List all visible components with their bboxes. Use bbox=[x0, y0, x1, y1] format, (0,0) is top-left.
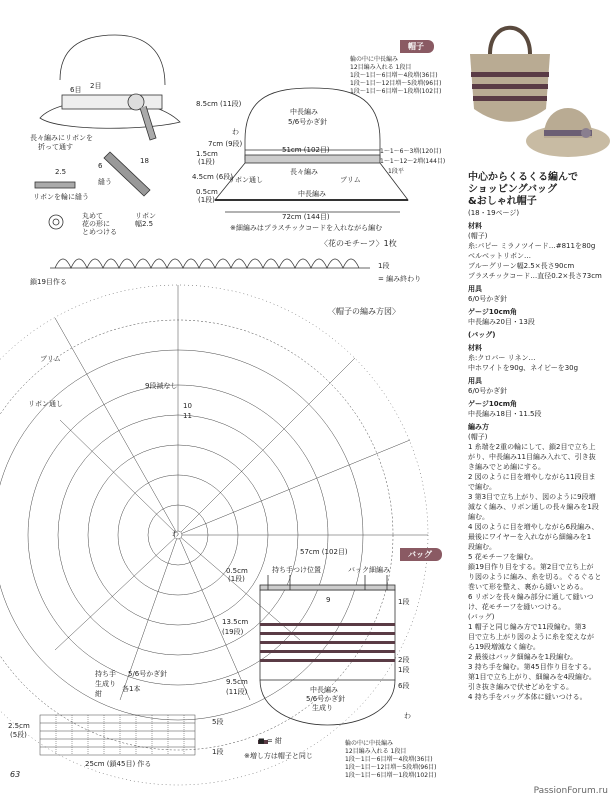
sidebar-title-2: ショッピングバッグ bbox=[468, 184, 557, 195]
sketch-label: 2目 bbox=[90, 82, 102, 90]
hat-dim: (1段) bbox=[198, 158, 215, 166]
sidebar-section-line: 2 最後はバック細編みを1段編む。 bbox=[468, 653, 578, 661]
flower-label: = 編み終わり bbox=[378, 275, 422, 283]
sidebar-section-line: 巻いて形を整え、裏から縫いとめる。 bbox=[468, 583, 588, 591]
bag-legend: ■ = 紺 bbox=[258, 737, 282, 745]
handle-label: 持ち手 bbox=[95, 670, 116, 678]
hat-photo-svg bbox=[524, 86, 612, 166]
hat-method-heading: 〈帽子の編み方図〉 bbox=[328, 307, 400, 316]
flower-label: 1段 bbox=[378, 262, 390, 270]
sidebar-section-heading: 編み方 bbox=[468, 423, 489, 431]
page-number: 63 bbox=[10, 770, 21, 779]
sidebar-section-line: 4 図のように目を増やしながら6段編み、 bbox=[468, 523, 599, 531]
sketch-label: 6目 bbox=[70, 86, 82, 94]
sidebar-sections bbox=[468, 221, 612, 702]
sidebar-section-line: 6/0号かぎ針 bbox=[468, 295, 508, 303]
crown-label: 10 bbox=[183, 402, 192, 410]
sidebar-section-heading: ゲージ10cm角 bbox=[468, 308, 518, 316]
hat-dim: 7cm (9段) bbox=[208, 140, 243, 148]
handle-label: (5段) bbox=[10, 731, 27, 739]
sidebar-section-line: プラスチックコード…直径0.2×長さ73cm bbox=[468, 272, 602, 280]
sidebar-section-line: 第1目で立ち上がり、細編みを4段編む。 bbox=[468, 673, 596, 681]
handle-label: 紺 bbox=[95, 690, 102, 698]
sidebar-section-line: 6/0号かぎ針 bbox=[468, 387, 508, 395]
crown-label: 11 bbox=[183, 412, 192, 420]
flower-label: 鎖19目作る bbox=[30, 278, 67, 286]
handle-label: 各1本 bbox=[122, 685, 141, 693]
bag-dim: (1段) bbox=[228, 575, 245, 583]
flower-motif-heading: 〈花のモチーフ〉1枚 bbox=[320, 239, 397, 248]
bag-note: ※増し方は帽子と同じ bbox=[244, 752, 313, 760]
sidebar-section-line: 最後にワイヤーを入れながら細編みを1 bbox=[468, 533, 592, 541]
sidebar-section-line: ブルーグリーン幅2.5×長さ90cm bbox=[468, 262, 575, 270]
bag-bottom-note: 1段～1目～6目増～1段増(102目) bbox=[345, 772, 437, 779]
hat-band: 51cm (102目) bbox=[282, 146, 330, 154]
sidebar-section-line: 中長編み20目・13段 bbox=[468, 318, 535, 326]
handle-label: 1段 bbox=[212, 748, 224, 756]
bag-top: 9 bbox=[326, 596, 331, 604]
crown-label: ブリム bbox=[40, 355, 61, 363]
sidebar-section-heading: ゲージ10cm角 bbox=[468, 400, 518, 408]
sidebar-section-line: 1 帽子と同じ編み方で11段編む。第3 bbox=[468, 623, 587, 631]
sidebar-section-line: 3 第3目で立ち上がり、図のように9段増 bbox=[468, 493, 596, 501]
hat-top-note: 輪の中に中長編み bbox=[350, 56, 399, 63]
sketch-label: 縫う bbox=[98, 178, 112, 186]
sidebar-section-line: り図のように編み、糸を切る。ぐるぐると bbox=[468, 573, 602, 581]
hat-right: 1～1～6～3増(120目) bbox=[380, 148, 442, 155]
bag-right: 6段 bbox=[398, 682, 410, 690]
hat-sketch-drawing bbox=[40, 35, 180, 140]
bag-right: 1段 bbox=[398, 666, 410, 674]
sketch-label: 丸めて bbox=[82, 212, 103, 220]
handle-label: 5段 bbox=[212, 718, 224, 726]
hat-right: 1～1～12～2増(144目) bbox=[380, 158, 446, 165]
sidebar-title-3: &おしゃれ帽子 bbox=[468, 196, 537, 207]
sidebar-section-line: 6 リボンを長々編み部分に通して縫いつ bbox=[468, 593, 594, 601]
bag-dim: 0.5cm bbox=[226, 567, 248, 575]
sketch-label: 6 bbox=[98, 162, 103, 170]
crown-label: 9段減なし bbox=[145, 382, 178, 390]
hat-top-note: 1段～1目～6目増～1段増(102目) bbox=[350, 88, 442, 95]
sidebar-section-line: 目で立ち上がり図のように糸を変えなが bbox=[468, 633, 594, 641]
bag-width: 57cm (102目) bbox=[300, 548, 348, 556]
sidebar-section-line: (帽子) bbox=[468, 232, 488, 240]
hat-center: 5/6号かぎ針 bbox=[288, 118, 328, 126]
sidebar-section-line: 2 図のように目を増やしながら11段目ま bbox=[468, 473, 596, 481]
hat-bottom: 長々編み bbox=[290, 168, 318, 176]
bag-top: 1段 bbox=[398, 598, 410, 606]
handle-label: 2.5cm bbox=[8, 722, 30, 730]
hat-right: 1段平 bbox=[388, 168, 404, 175]
sketch-label: 幅2.5 bbox=[135, 220, 154, 228]
sidebar-title-1: 中心からくるくる編んで bbox=[468, 172, 578, 183]
bag-top: 持ち手つけ位置 bbox=[272, 566, 321, 574]
sidebar-section-line: 鎖19目作り目をする。第2目で立ち上が bbox=[468, 563, 594, 571]
hat-dim: (1段) bbox=[198, 196, 215, 204]
hat-bottom: リボン通し bbox=[228, 176, 263, 184]
bag-bottom-note: 1段～1目～12目増～5段増(96目) bbox=[345, 764, 437, 771]
hat-top-note: 1段～1目～12目増～5段増(96目) bbox=[350, 80, 442, 87]
hat-bottom: ブリム bbox=[340, 176, 361, 184]
bag-dim: 9.5cm bbox=[226, 678, 248, 686]
sidebar-section-heading: (バッグ) bbox=[468, 331, 496, 339]
sidebar-section-line: 中長編み18目・11.5段 bbox=[468, 410, 542, 418]
bag-bottom-note: 輪の中に中長編み bbox=[345, 740, 394, 747]
sketch-label: 長々編みにリボンを bbox=[30, 134, 93, 142]
watermark: PassionForum.ru bbox=[533, 786, 608, 796]
sidebar-section-line: 1 糸端を2重の輪にして、鎖2目で立ち上 bbox=[468, 443, 596, 451]
bag-w: わ bbox=[404, 712, 411, 720]
sidebar-section-line: (バッグ) bbox=[468, 613, 495, 621]
hat-top-note: 1段～1目～6目増～4段増(36目) bbox=[350, 72, 438, 79]
sidebar-section-heading: 用具 bbox=[468, 377, 482, 385]
hat-top-note: 12目編み入れる 1段目 bbox=[350, 64, 412, 71]
hat-dim: 8.5cm (11段) bbox=[196, 100, 242, 108]
sidebar-subtitle: (18・19ページ) bbox=[468, 209, 520, 217]
sidebar-section-line: け、花モチーフを縫いつける。 bbox=[468, 603, 566, 611]
bag-bottom-note: 12目編み入れる 1段目 bbox=[345, 748, 407, 755]
bag-dim: (11段) bbox=[226, 688, 248, 696]
sidebar-section-line: ベルベットリボン… bbox=[468, 252, 531, 260]
sketch-label: とめつける bbox=[82, 228, 117, 236]
sidebar-section-line: き編みでとめ編にする。 bbox=[468, 463, 545, 471]
sidebar-section-line: 5 花モチーフを編む。 bbox=[468, 553, 538, 561]
hat-dim: 4.5cm (6段) bbox=[192, 173, 233, 181]
hat-bottom: 中長編み bbox=[298, 190, 326, 198]
bag-center: 生成り bbox=[312, 704, 333, 712]
sidebar-section-heading: 材料 bbox=[468, 222, 482, 230]
hat-note: ※細編みはプラスチックコードを入れながら編む bbox=[230, 224, 383, 232]
hat-dim: 1.5cm bbox=[196, 150, 218, 158]
sketch-label: リボン bbox=[135, 212, 156, 220]
crown-crochet-chart bbox=[0, 285, 428, 785]
handle-label: 5/6号かぎ針 bbox=[128, 670, 168, 678]
sidebar-section-line: 中ホワイトを90g、ネイビーを30g bbox=[468, 364, 579, 372]
hat-center: 中長編み bbox=[290, 108, 318, 116]
sidebar-section-line: がり、中長編み11目編み入れて、引き抜 bbox=[468, 453, 596, 461]
crown-label: リボン通し bbox=[28, 400, 63, 408]
sketch-label: 2.5 bbox=[55, 168, 67, 176]
bag-dim: (19段) bbox=[222, 628, 244, 636]
flower-motif-drawing bbox=[50, 259, 370, 268]
sidebar-section-line: で編む。 bbox=[468, 483, 496, 491]
sidebar-section-line: (帽子) bbox=[468, 433, 488, 441]
sketch-label: 花の形に bbox=[82, 220, 110, 228]
sketch-label: 折って通す bbox=[38, 143, 73, 151]
sidebar-section-line: 4 持ち手をバッグ本体に縫いつける。 bbox=[468, 693, 587, 701]
sidebar-section-line: 編む。 bbox=[468, 513, 489, 521]
sidebar-section-heading: 用具 bbox=[468, 285, 482, 293]
bag-dim: 13.5cm bbox=[222, 618, 249, 626]
bag-section-tag: バッグ bbox=[400, 548, 442, 561]
sidebar-section-line: 減なく編み、リボン通しの長々編みを1段 bbox=[468, 503, 599, 511]
sidebar-section-heading: 材料 bbox=[468, 344, 482, 352]
hat-photo bbox=[524, 86, 612, 166]
handle-label: 生成り bbox=[95, 680, 116, 688]
bag-bottom-note: 1段～1目～6目増～4段増(36目) bbox=[345, 756, 433, 763]
sketch-label: リボンを輪に縫う bbox=[33, 193, 89, 201]
hat-dim: 0.5cm bbox=[196, 188, 218, 196]
bag-center: 5/6号かぎ針 bbox=[306, 695, 346, 703]
handle-grid-drawing bbox=[40, 715, 268, 755]
bag-center: 中長編み bbox=[310, 686, 338, 694]
sidebar-section-line: 3 持ち手を編む。第45目作り目をする。 bbox=[468, 663, 596, 671]
sidebar-section-line: 引き抜き編みで伏せどめをする。 bbox=[468, 683, 573, 691]
bag-top: バック細編み bbox=[348, 566, 390, 574]
sidebar-section-line: 糸:クロバー リネン… bbox=[468, 354, 536, 362]
hat-width: 72cm (144目) bbox=[282, 213, 330, 221]
handle-label: 25cm (鎖45目) 作る bbox=[85, 760, 152, 768]
crown-w: わ bbox=[172, 530, 179, 538]
sidebar-section-line: ら19段増減なく編む。 bbox=[468, 643, 540, 651]
sketch-label: 18 bbox=[140, 157, 149, 165]
bag-right: 2段 bbox=[398, 656, 410, 664]
sidebar-section-line: 段編む。 bbox=[468, 543, 496, 551]
sidebar-section-line: 糸:パピー ミラノツイード…#811を80g bbox=[468, 242, 596, 250]
instructions-sidebar bbox=[468, 172, 612, 702]
hat-w: わ bbox=[232, 128, 239, 136]
hat-section-tag: 帽子 bbox=[400, 40, 434, 53]
